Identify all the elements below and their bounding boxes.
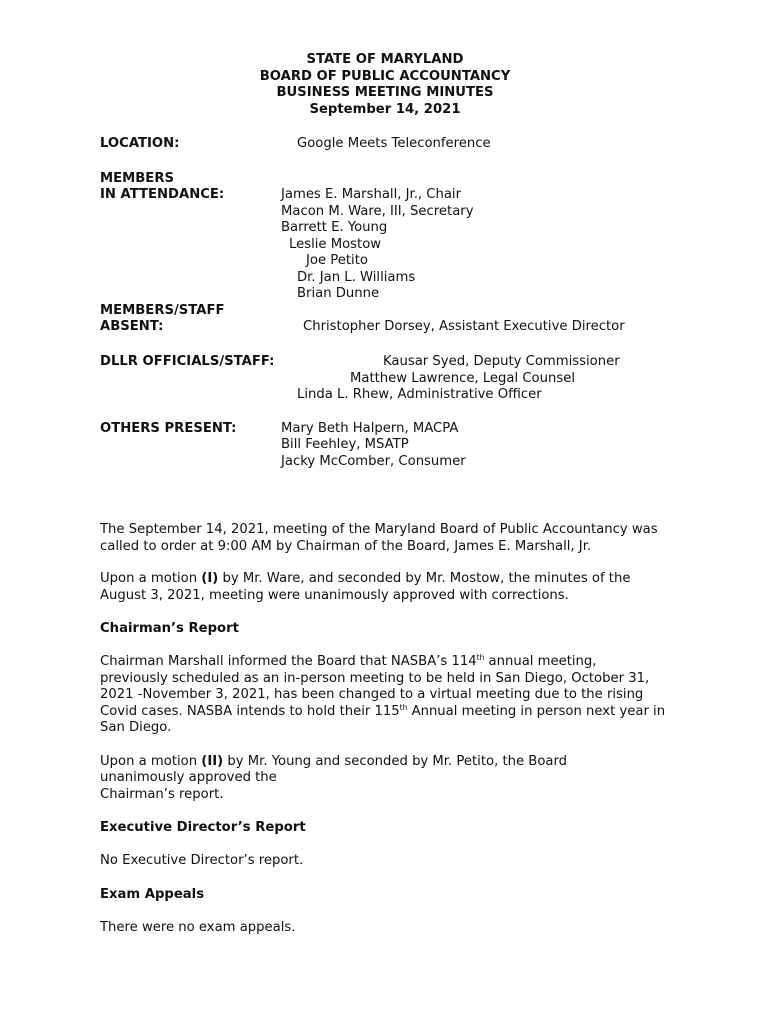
member-name: Joe Petito [306,253,368,268]
members-label-line1: MEMBERS [100,171,174,186]
dllr-name: Matthew Lawrence, Legal Counsel [350,371,575,386]
call-to-order-paragraph: The September 14, 2021, meeting of the Maryland Board of Public Accountancy was called to order at 9:00 AM by Chairman of the Board, James E. Marshall, Jr. [100,522,658,554]
exam-appeals-text: There were no exam appeals. [100,920,296,935]
executive-director-text: No Executive Director’s report. [100,853,304,868]
member-name: Brian Dunne [297,286,380,301]
member-name: Dr. Jan L. Williams [297,270,416,285]
header-line-state: STATE OF MARYLAND [306,52,464,67]
others-name: Jacky McComber, Consumer [281,454,466,469]
others-label: OTHERS PRESENT: [100,421,237,436]
dllr-name: Linda L. Rhew, Administrative Officer [297,387,542,402]
motion-number: (I) [201,571,219,586]
member-name: Macon M. Ware, III, Secretary [281,204,474,219]
header-line-minutes: BUSINESS MEETING MINUTES [276,85,494,100]
members-label-line2: IN ATTENDANCE: [100,187,225,202]
executive-director-heading: Executive Director’s Report [100,820,306,835]
chairman-report-paragraph: Chairman Marshall informed the Board that NASBA’s 114th annual meeting, previously scheduled as an in-person meeting to be held in San Diego, October 31, 2021 -November 3, 2021, has been changed to a virtual meeting due to the rising Covid cases. NASBA intends to hold their 115th Annual meeting in person next year in San Diego. [100,653,666,736]
absent-label-line2: ABSENT: [100,319,164,334]
member-name: James E. Marshall, Jr., Chair [281,187,462,202]
others-name: Mary Beth Halpern, MACPA [281,421,459,436]
motion-one-paragraph: Upon a motion (I) by Mr. Ware, and seconded by Mr. Mostow, the minutes of the August 3, 2021, meeting were unanimously approved with corrections. [100,571,631,603]
member-name: Leslie Mostow [289,237,382,252]
dllr-name: Kausar Syed, Deputy Commissioner [383,354,620,369]
member-name: Barrett E. Young [281,220,388,235]
header-line-board: BOARD OF PUBLIC ACCOUNTANCY [259,69,511,84]
motion-number: (II) [201,754,224,769]
location-value: Google Meets Teleconference [297,136,491,151]
motion-two-line1: Upon a motion (II) by Mr. Young and seconded by Mr. Petito, the Board [100,754,568,769]
dllr-label: DLLR OFFICIALS/STAFF: [100,354,275,369]
absent-label-line1: MEMBERS/STAFF [100,303,225,318]
motion-two-line3: Chairman’s report. [100,787,224,802]
chairman-report-heading: Chairman’s Report [100,621,239,636]
exam-appeals-heading: Exam Appeals [100,887,205,902]
location-label: LOCATION: [100,136,180,151]
absent-value: Christopher Dorsey, Assistant Executive Director [303,319,625,334]
motion-two-line2: unanimously approved the [100,770,277,785]
header-line-date: September 14, 2021 [309,102,461,117]
others-name: Bill Feehley, MSATP [281,437,409,452]
